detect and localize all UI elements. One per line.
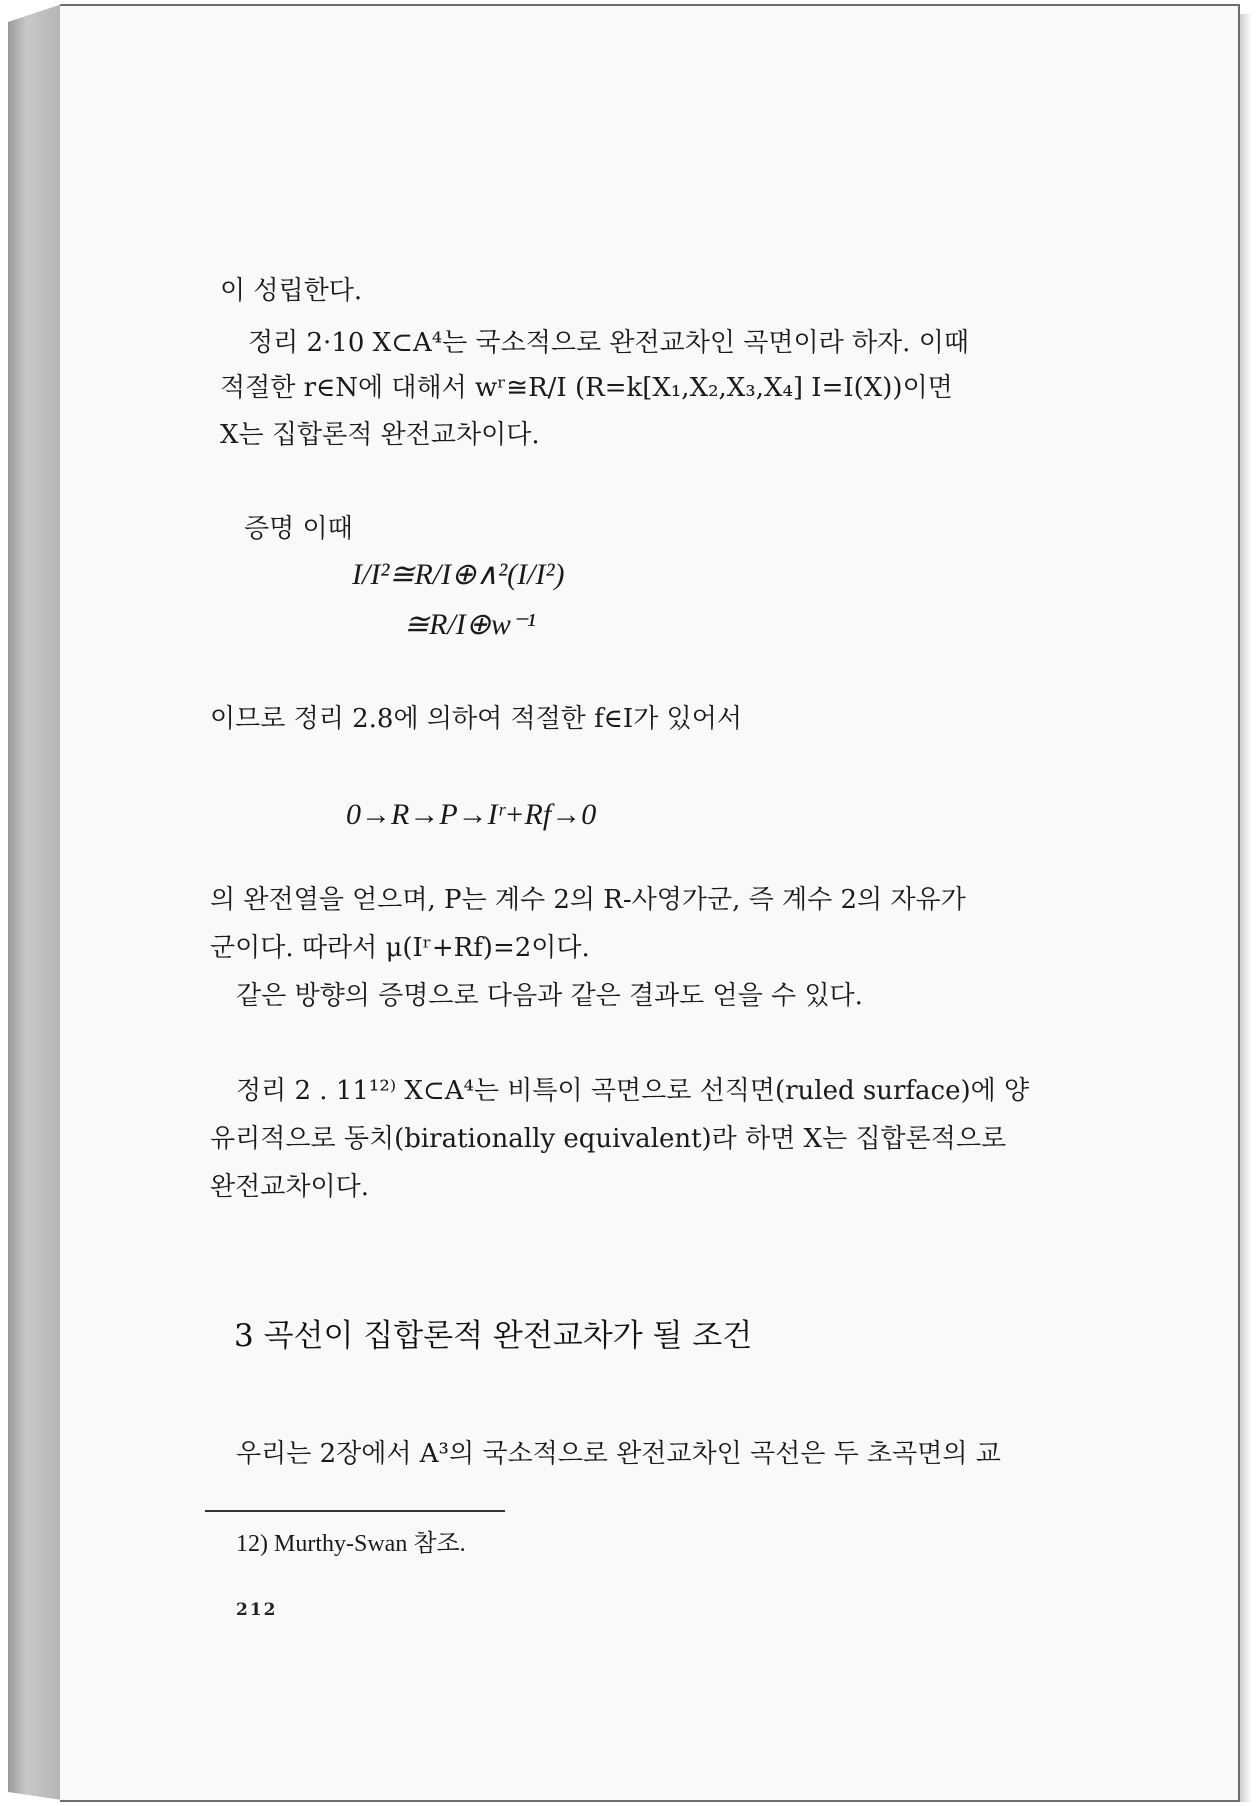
footnote-rule — [205, 1510, 505, 1512]
text-line-13: 우리는 2장에서 A³의 국소적으로 완전교차인 곡선은 두 초곡면의 교 — [236, 1439, 1001, 1469]
book-spine — [8, 4, 62, 1800]
equation-3: 0→R→P→Iʳ+Rf→0 — [346, 798, 597, 831]
text-line-1: 이 성립한다. — [220, 276, 363, 306]
theorem-2-11-line-2: 유리적으로 동치(birationally equivalent)라 하면 X는 집합론적으로 — [210, 1124, 1007, 1154]
equation-1: I/I²≅R/I⊕∧²(I/I²) — [352, 558, 565, 591]
proof-heading: 증명 이때 — [244, 514, 353, 544]
theorem-2-10-line-2: 적절한 r∈N에 대해서 wʳ≅R/I (R=k[X₁,X₂,X₃,X₄] I=I(X))이면 — [220, 373, 953, 403]
footnote-12: 12) Murthy-Swan 참조. — [236, 1531, 466, 1557]
page-number: 212 — [236, 1600, 278, 1620]
text-line-8: 군이다. 따라서 μ(Iʳ+Rf)=2이다. — [210, 933, 590, 963]
text-line-9: 같은 방향의 증명으로 다음과 같은 결과도 얻을 수 있다. — [236, 981, 863, 1011]
theorem-2-10-line-3: X는 집합론적 완전교차이다. — [220, 420, 540, 450]
theorem-2-10-line-1: 정리 2·10 X⊂A⁴는 국소적으로 완전교차인 곡면이라 하자. 이때 — [248, 328, 969, 358]
text-line-6: 이므로 정리 2.8에 의하여 적절한 f∈I가 있어서 — [210, 704, 742, 734]
theorem-2-11-line-3: 완전교차이다. — [210, 1172, 369, 1202]
equation-2: ≅R/I⊕w⁻¹ — [404, 608, 536, 641]
text-line-7: 의 완전열을 얻으며, P는 계수 2의 R-사영가군, 즉 계수 2의 자유가 — [210, 885, 966, 915]
theorem-2-11-line-1: 정리 2 . 11¹²⁾ X⊂A⁴는 비특이 곡면으로 선직면(ruled surface)에 양 — [236, 1076, 1030, 1106]
section-heading: 3 곡선이 집합론적 완전교차가 될 조건 — [234, 1318, 753, 1354]
page-shadow — [1238, 14, 1252, 1802]
